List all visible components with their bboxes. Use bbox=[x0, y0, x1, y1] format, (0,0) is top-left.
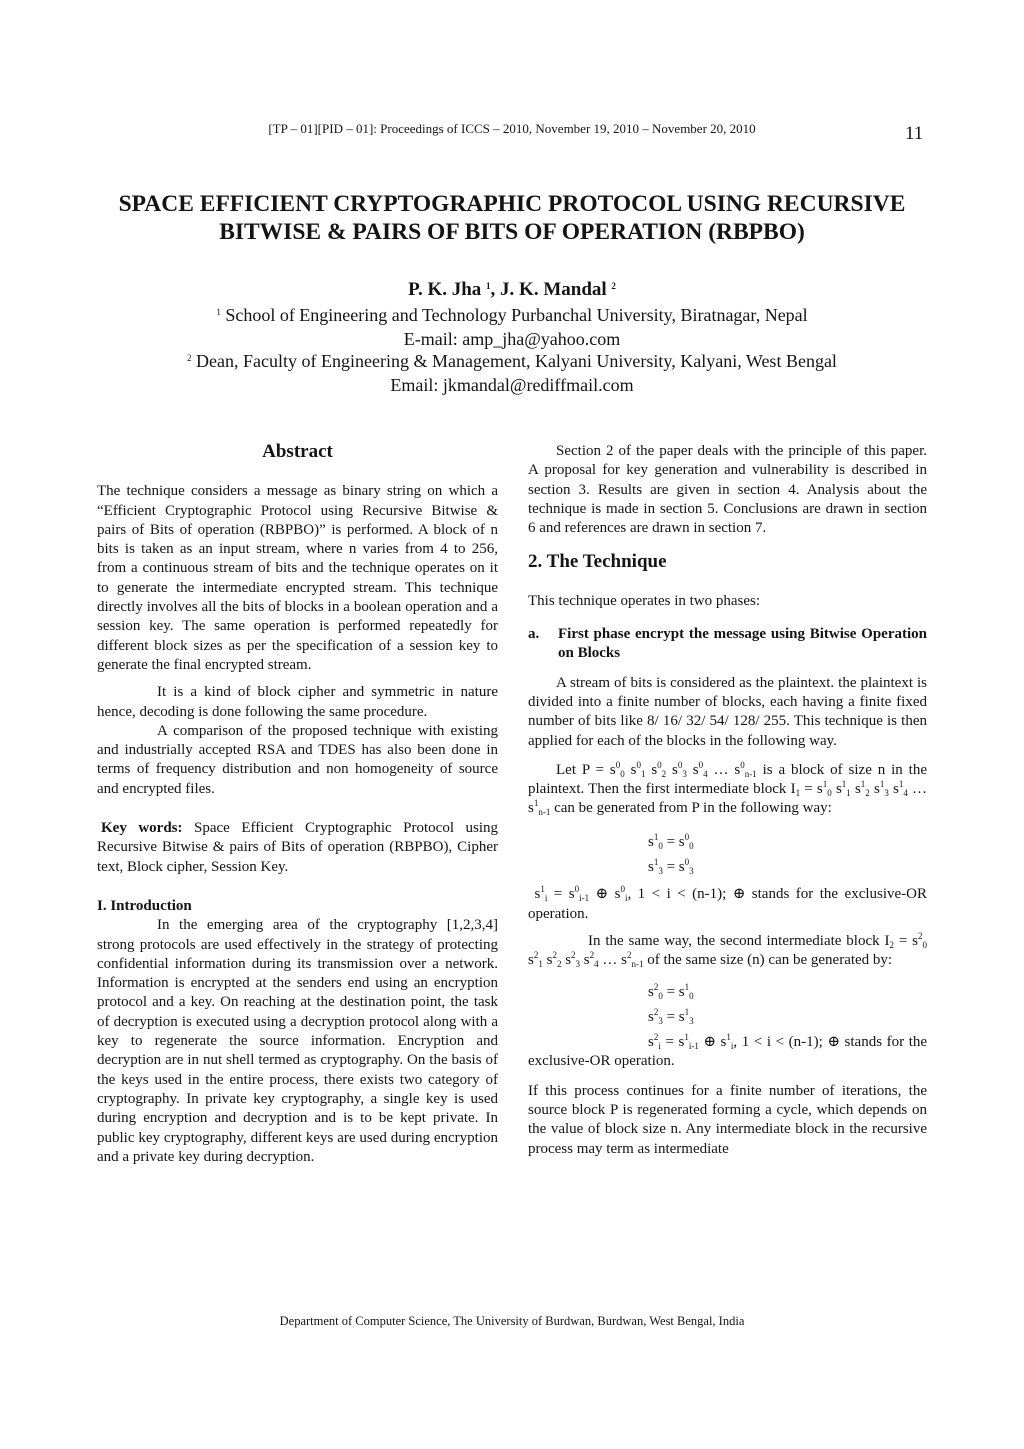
page-number: 11 bbox=[905, 123, 924, 144]
paper-title bbox=[60, 190, 964, 246]
equation-2: $s^1_3 = s^0_3$ bbox=[648, 857, 694, 877]
equation-4: $s^2_3 = s^1_3$ bbox=[648, 1006, 694, 1026]
author-1: P. K. Jha bbox=[408, 279, 487, 300]
page-footer: Department of Computer Science, The University of Burdwan, Burdwan, West Bengal, India bbox=[279, 1314, 745, 1328]
introduction-paragraph-1: In the emerging area of the cryptography [1,2,3,4] strong protocols are used effectively in the strategy of protecting confidential information during its transmission over a network. Information is encrypted at the senders end using an encryption protocol and a key. On reaching at the destination point, the task of decryption is executed using a decryption protocol along with a key to regenerate the source information. Encryption and decryption are in nut shell termed as cryptography. On the basis of the keys used in the entire process, there exists two category of cryptography. In private key cryptography, a single key is used during encryption and decryption and is to be kept private. In public key cryptography, different keys are used during encryption and a private key during decryption. bbox=[97, 917, 498, 1165]
subsection-a-title: First phase encrypt the message using Bitwise Operation on Blocks bbox=[558, 626, 927, 662]
email-2: Email: jkmandal@rediffmail.com bbox=[390, 375, 634, 395]
equation-rule-1: $s^1_i = s^0_{i-1}$ ⊕ $s^0_i$, 1 < i < (n-1); ⊕ stands for the exclusive-OR operation. bbox=[528, 884, 928, 922]
keywords-label: Key words: bbox=[101, 820, 183, 837]
second-block-definition: In the same way, the second intermediate block $I_2 = s^2_0$ $s^2_1$ $s^2_2$ $s^2_3$ $s^2_4$ … $s^2_{n-1}$ of the same size (n) can be generated by: bbox=[528, 930, 927, 970]
section-2-heading: 2. The Technique bbox=[528, 551, 667, 573]
left-column bbox=[97, 442, 498, 1167]
technique-paragraph-1: A stream of bits is considered as the plaintext. the plaintext is divided into a finite number of blocks, each having a finite fixed number of bits like 8/ 16/ 32/ 54/ 128/ 255. This technique is then applied for each of the blocks in the following way. bbox=[528, 674, 927, 749]
keywords-text: Space Efficient Cryptographic Protocol using Recursive Bitwise & pairs of Bits of operation (RBPBO), Cipher text, Block cipher, Session Key. bbox=[97, 820, 498, 875]
technique-intro: This technique operates in two phases: bbox=[528, 592, 761, 609]
affiliation-2-marker: 2 bbox=[187, 353, 192, 363]
title-line-2: BITWISE & PAIRS OF BITS OF OPERATION (RBPBO) bbox=[219, 219, 805, 245]
author-line bbox=[0, 279, 1024, 301]
equation-1: $s^1_0 = s^0_0$ bbox=[648, 831, 694, 851]
subsection-a-letter: a. bbox=[528, 626, 540, 643]
author-2-affil-marker: 2 bbox=[611, 281, 616, 291]
subsection-a-heading bbox=[528, 625, 927, 664]
equation-3: $s^2_0 = s^1_0$ bbox=[648, 981, 694, 1001]
abstract-heading: Abstract bbox=[262, 441, 333, 462]
first-block-definition: Let $P = s^0_0$ $s^0_1$ $s^0_2$ $s^0_3$ $s^0_4$ … $s^0_{n-1}$ is a block of size n in the plaintext. Then the first intermediate block $I_1 = s^1_0$ $s^1_1$ $s^1_2$ $s^1_3$ $s^1_4$ … $s^1_{n-1}$ can be generated from P in the following way: bbox=[528, 759, 928, 818]
abstract-paragraph-2: It is a kind of block cipher and symmetric in nature hence, decoding is done following the same procedure. bbox=[97, 684, 498, 720]
right-column bbox=[528, 442, 927, 1159]
affiliation-1-marker: 1 bbox=[216, 307, 221, 317]
title-line-1: SPACE EFFICIENT CRYPTOGRAPHIC PROTOCOL USING RECURSIVE bbox=[118, 191, 906, 217]
equation-rule-2: $s^2_i = s^1_{i-1}$ ⊕ $s^1_i$, 1 < i < (n-1); ⊕ stands for the exclusive-OR operation. bbox=[528, 1032, 928, 1070]
running-header: [TP – 01][PID – 01]: Proceedings of ICCS – 2010, November 19, 2010 – November 20, 2010 bbox=[268, 121, 756, 136]
section-overview-paragraph: Section 2 of the paper deals with the principle of this paper. A proposal for key generation and vulnerability is described in section 3. Results are given in section 4. Analysis about the technique is made in section 5. Conclusions are drawn in section 6 and references are drawn in section 7. bbox=[528, 443, 927, 537]
affiliation-1-text: School of Engineering and Technology Purbanchal University, Biratnagar, Nepal bbox=[220, 305, 808, 325]
technique-closing-paragraph: If this process continues for a finite number of iterations, the source block P is regenerated forming a cycle, which depends on the value of block size n. Any intermediate block in the recursive process may term as intermediate bbox=[528, 1082, 927, 1157]
author-2: J. K. Mandal bbox=[500, 279, 612, 300]
author-1-affil-marker: 1 bbox=[486, 281, 491, 291]
affiliation-1 bbox=[0, 303, 1024, 327]
affiliation-2 bbox=[0, 349, 1024, 373]
affiliation-2-text: Dean, Faculty of Engineering & Management, Kalyani University, Kalyani, West Bengal bbox=[191, 351, 837, 371]
abstract-paragraph-3: A comparison of the proposed technique with existing and industrially accepted RSA and TDES has also been done in terms of frequency distribution and non homogeneity of source and encrypted files. bbox=[97, 722, 498, 797]
introduction-heading: I. Introduction bbox=[97, 897, 192, 914]
keywords-paragraph bbox=[97, 819, 498, 877]
author-separator: , bbox=[490, 279, 501, 300]
email-1: E-mail: amp_jha@yahoo.com bbox=[403, 329, 621, 349]
abstract-paragraph-1: The technique considers a message as binary string on which a “Efficient Cryptographic Protocol using Recursive Bitwise & pairs of Bits of operation (RBPBO)” is performed. A block of n bits is taken as an input stream, where n varies from 4 to 256, from a continuous stream of bits and the technique operates on it to generate the intermediate encrypted stream. This technique directly involves all the bits of blocks in a boolean operation and a session key. The same operation is performed repeatedly for different block sizes as per the specification of a session key to generate the final encrypted stream. bbox=[97, 483, 498, 673]
